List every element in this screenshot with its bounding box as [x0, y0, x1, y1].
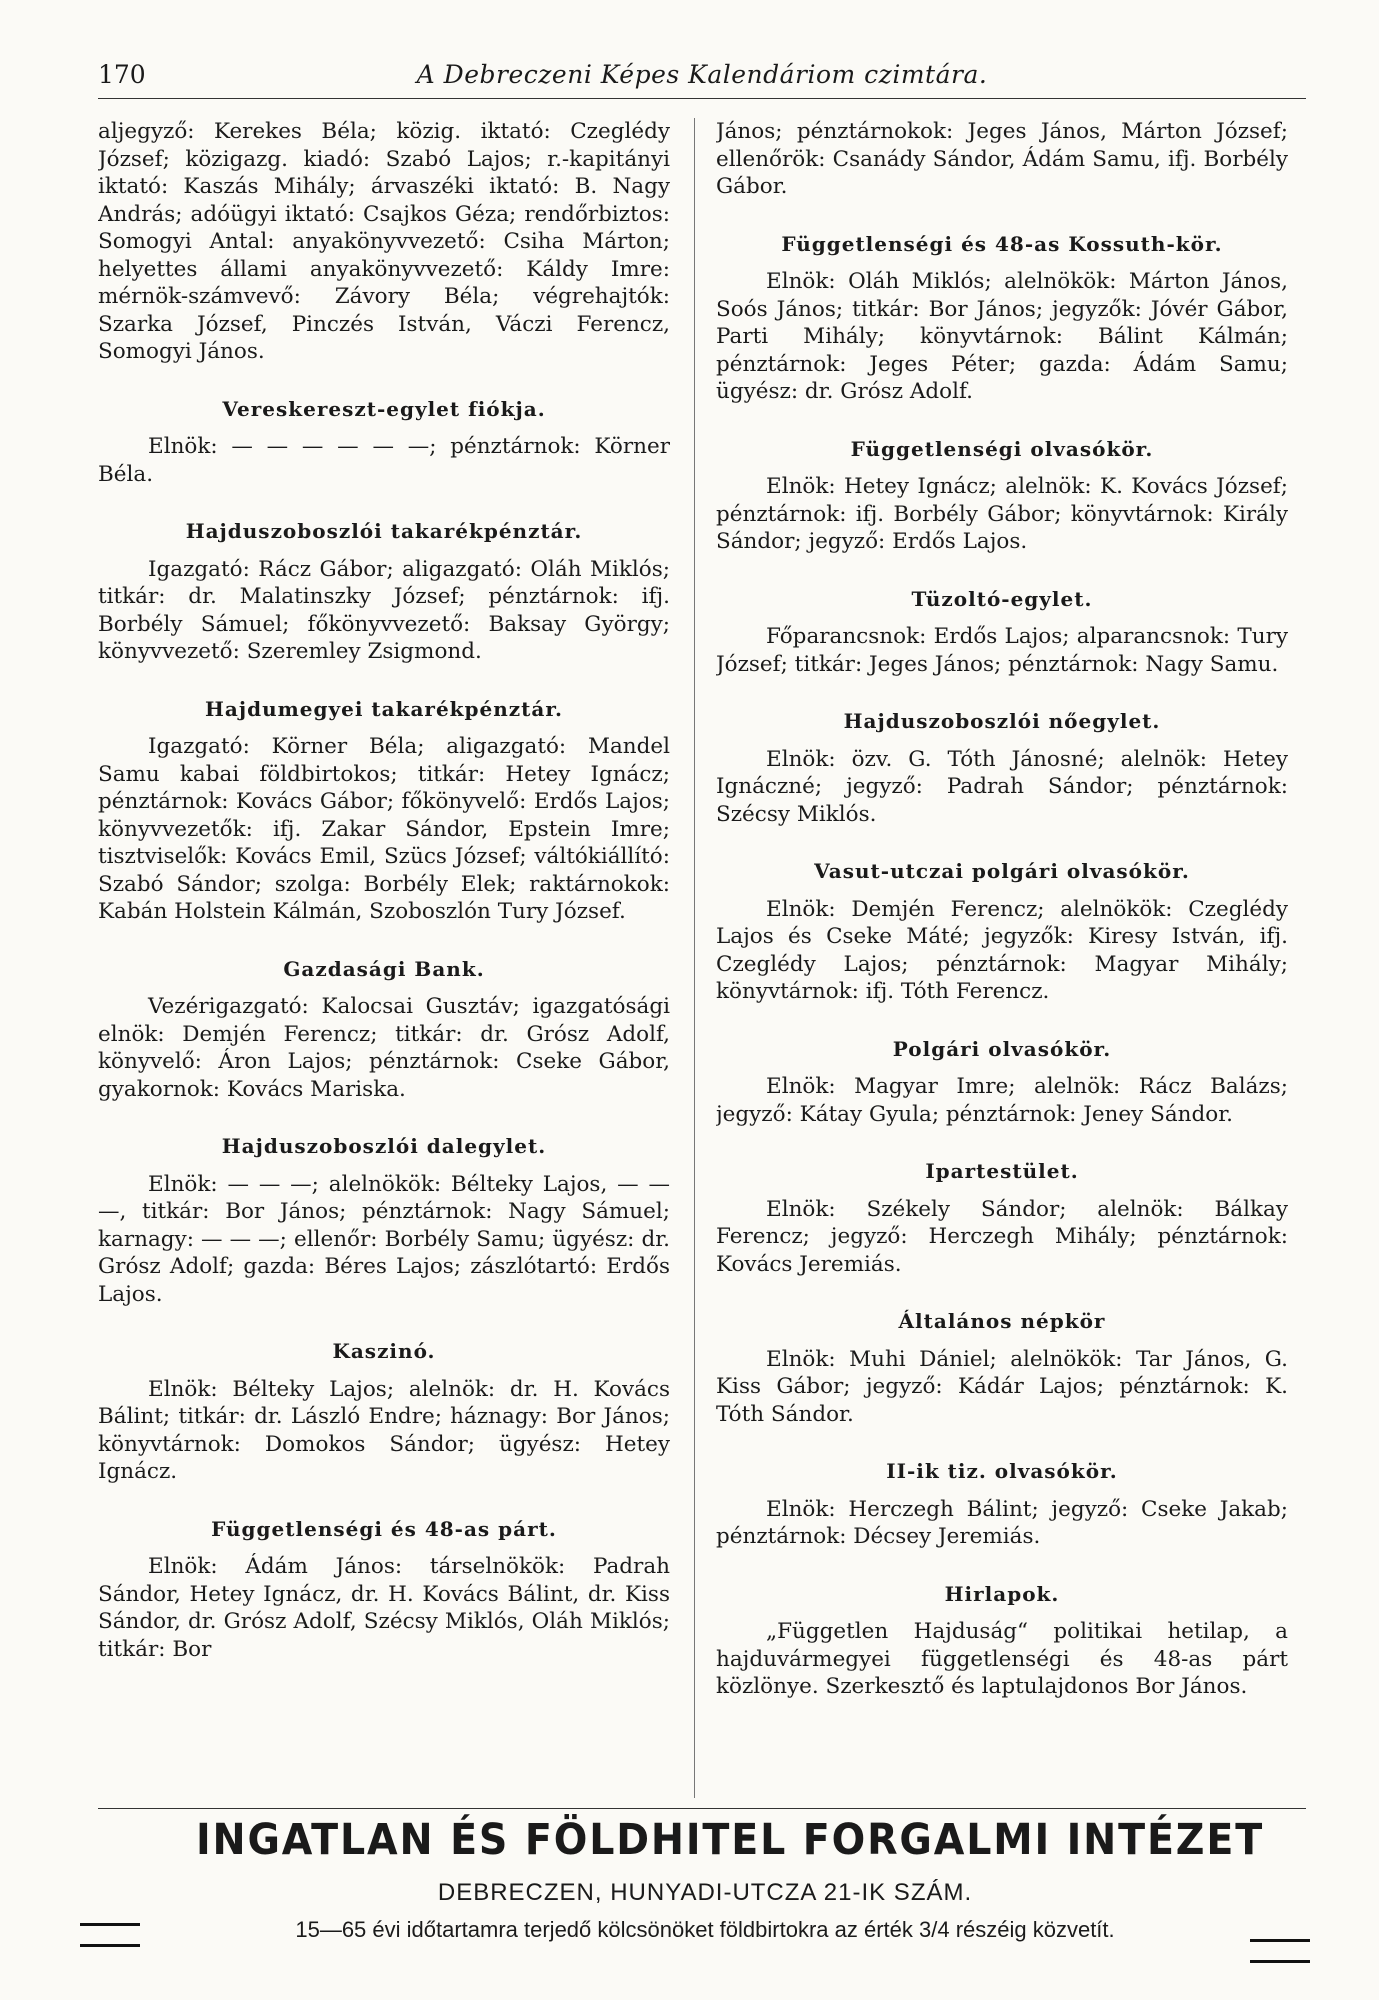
page-number: 170 — [98, 60, 146, 89]
section-ii-olvasokor — [716, 1458, 1288, 1551]
section-title: Hajduszoboszlói nőegylet. — [843, 709, 1161, 733]
section-body: Igazgató: Körner Béla; aligazgató: Mandel Samu kabai földbirtokos; titkár: Hetey Ignácz; pénztárnok: Kovács Gábor; főkönyvelő: Erdős Lajos; könyvvezetők: ifj. Zakar Sándor, Epstein Imre; tisztviselők: Kovács Emil, Szücs József; váltókiállító: Szabó Sándor; szolga: Borbély Elek; raktárnokok: Kabán Holstein Kálmán, Szoboszlón Tury József. — [98, 734, 670, 924]
section-body: Elnök: — — — — — —; pénztárnok: Körner Béla. — [98, 434, 670, 487]
section-polgari-olvasokor — [716, 1036, 1288, 1129]
section-nepkor — [716, 1308, 1288, 1428]
ad-text: 15—65 évi időtartamra terjedő kölcsönöket földbirtokra az érték 3/4 részéig közvetít. — [295, 1917, 1115, 1942]
column-divider — [694, 118, 695, 1798]
section-takarekpenztar — [98, 518, 670, 666]
section-title: Tüzoltó-egylet. — [911, 586, 1093, 611]
right-column — [716, 118, 1288, 1798]
section-gazdasagi-bank — [98, 956, 670, 1104]
section-body: Elnök: Herczegh Bálint; jegyző: Cseke Jakab; pénztárnok: Décsey Jeremiás. — [716, 1496, 1288, 1549]
section-tuzolto-egylet — [716, 586, 1288, 679]
section-body: Vezérigazgató: Kalocsai Gusztáv; igazgatósági elnök: Demjén Ferencz; titkár: dr. Grósz Adolf, könyvelő: Áron Lajos; pénztárnok: Cseke Gábor, gyakornok: Kovács Mariska. — [98, 994, 670, 1102]
section-title: Polgári olvasókör. — [892, 1036, 1112, 1061]
section-title: Általános népkör — [898, 1309, 1106, 1333]
decorative-double-rule-right — [1250, 1939, 1310, 1963]
page-header — [98, 58, 1306, 99]
section-48-as-part — [98, 1516, 670, 1664]
section-hirlapok — [716, 1581, 1288, 1701]
left-column — [98, 118, 670, 1798]
section-body: Elnök: Oláh Miklós; alelnökök: Márton János, Soós János; titkár: Bor János; jegyzők: Jóvér Gábor, Parti Mihály; könyvtárnok: Bálint Kálmán; pénztárnok: Jeges Péter; gazda: Ádám Samu; ügyész: dr. Grósz Adolf. — [716, 269, 1288, 404]
section-title: Hajduszoboszlói dalegylet. — [221, 1134, 547, 1158]
section-title: Hajdumegyei takarékpénztár. — [205, 696, 563, 721]
section-fuggetlensegi-olvasokor — [716, 436, 1288, 556]
section-body: Főparancsnok: Erdős Lajos; alparancsnok: Tury József; titkár: Jeges János; pénztárnok: Nagy Samu. — [716, 624, 1288, 677]
section-body: Elnök: — — —; alelnökök: Bélteky Lajos, — — —, titkár: Bor János; pénztárnok: Nagy Sámuel; karnagy: — — —; ellenőr: Borbély Samu; ügyész: dr. Grósz Adolf; gazda: Béres Lajos; zászlótartó: Erdős Lajos. — [98, 1171, 670, 1307]
section-title: Függetlenségi és 48-as párt. — [211, 1516, 557, 1541]
section-title: Gazdasági Bank. — [283, 956, 485, 981]
section-title: Kaszinó. — [332, 1339, 436, 1363]
section-body: Elnök: Bélteky Lajos; alelnök: dr. H. Kovács Bálint; titkár: dr. László Endre; háznagy: Bor János; könyvtárnok: Domokos Sándor; ügyész: Hetey Ignácz. — [98, 1376, 670, 1484]
section-hajdumegyei — [98, 696, 670, 926]
right-intro-paragraph: János; pénztárnokok: Jeges János, Márton József; ellenőrök: Csanády Sándor, Ádám Samu, ifj. Borbély Gábor. — [716, 119, 1288, 199]
section-noegylet — [716, 708, 1288, 828]
two-column-body — [98, 118, 1306, 1798]
section-title: Vereskereszt-egylet fiókja. — [222, 396, 546, 421]
section-title: II-ik tiz. olvasókör. — [886, 1459, 1118, 1483]
section-dalegylet — [98, 1133, 670, 1308]
section-body: Elnök: Hetey Ignácz; alelnök: K. Kovács József; pénztárnok: ifj. Borbély Gábor; könyvtárnok: Király Sándor; jegyző: Erdős Lajos. — [716, 474, 1288, 554]
section-body: Elnök: Ádám János: társelnökök: Padrah Sándor, Hetey Ignácz, dr. H. Kovács Bálint, dr. Kiss Sándor, dr. Grósz Adolf, Szécsy Miklós, Oláh Miklós; titkár: Bor — [98, 1554, 670, 1662]
section-title: Függetlenségi és 48-as Kossuth-kör. — [781, 231, 1223, 256]
section-title: Vasut-utczai polgári olvasókör. — [814, 859, 1190, 883]
ad-address: DEBRECZEN, HUNYADI-UTCZA 21-IK SZÁM. — [437, 1879, 973, 1906]
advertisement — [60, 1815, 1350, 1985]
decorative-double-rule-left — [80, 1923, 140, 1947]
section-kaszino — [98, 1338, 670, 1486]
section-vasut-utczai — [716, 858, 1288, 1006]
section-vereskereszt — [98, 396, 670, 489]
section-ipartestulet — [716, 1158, 1288, 1278]
ad-title: INGATLAN ÉS FÖLDHITEL FORGALMI INTÉZET — [195, 1815, 1265, 1865]
section-body: „Független Hajduság“ politikai hetilap, a hajduvármegyei függetlenségi és 48-as párt közlönye. Szerkesztő és laptulajdonos Bor János. — [716, 1619, 1288, 1699]
section-title: Függetlenségi olvasókör. — [850, 436, 1154, 461]
section-body: Igazgató: Rácz Gábor; aligazgató: Oláh Miklós; titkár: dr. Malatinszky József; pénztárnok: ifj. Borbély Sámuel; főkönyvvezető: Baksay György; könyvvezető: Szeremley Zsigmond. — [98, 556, 670, 664]
section-title: Ipartestület. — [925, 1159, 1079, 1183]
running-title: A Debreczeni Képes Kalendáriom czimtára. — [416, 60, 988, 89]
section-body: Elnök: Székely Sándor; alelnök: Bálkay Ferencz; jegyző: Herczegh Mihály; pénztárnok: Kovács Jeremiás. — [716, 1196, 1288, 1277]
section-body: Elnök: özv. G. Tóth Jánosné; alelnök: Hetey Ignáczné; jegyző: Padrah Sándor; pénztárnok: Szécsy Miklós. — [716, 746, 1288, 827]
section-title: Hajduszoboszlói takarékpénztár. — [185, 519, 583, 543]
section-body: Elnök: Muhi Dániel; alelnökök: Tar János, G. Kiss Gábor; jegyző: Kádár Lajos; pénztárnok: K. Tóth Sándor. — [716, 1346, 1288, 1427]
section-body: Elnök: Demjén Ferencz; alelnökök: Czeglédy Lajos és Cseke Máté; jegyzők: Kiresy István, ifj. Czeglédy Lajos; pénztárnok: Magyar Mihály; könyvtárnok: ifj. Tóth Ferencz. — [716, 896, 1288, 1004]
footer-rule — [98, 1808, 1306, 1809]
section-title: Hirlapok. — [944, 1581, 1060, 1606]
left-intro-paragraph: aljegyző: Kerekes Béla; közig. iktató: Czeglédy József; közigazg. kiadó: Szabó Lajos; r.-kapitányi iktató: Kaszás Mihály; árvaszéki iktató: B. Nagy András; adóügyi iktató: Csajkos Géza; rendőrbiztos: Somogyi Antal: anyakönyvvezető: Csiha Márton; helyettes állami anyakönyvvezető: Káldy Imre: mérnök-számvevő: Závory Béla; végrehajtók: Szarka József, Pinczés István, Váczi Ferencz, Somogyi János. — [98, 119, 670, 364]
section-kossuth-kor — [716, 231, 1288, 406]
section-body: Elnök: Magyar Imre; alelnök: Rácz Balázs; jegyző: Kátay Gyula; pénztárnok: Jeney Sándor. — [716, 1074, 1288, 1127]
